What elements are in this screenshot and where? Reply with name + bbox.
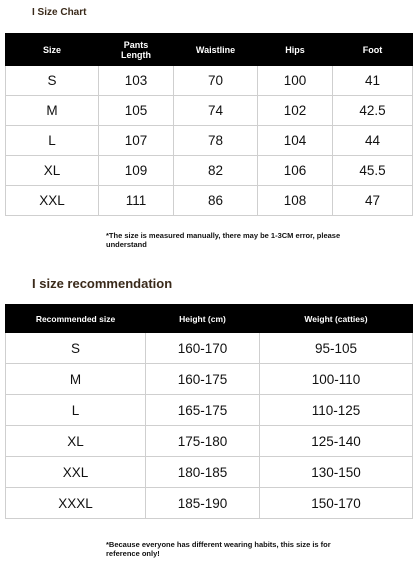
cell-weight: 95-105 xyxy=(260,333,413,364)
size-chart-header-row xyxy=(6,34,413,66)
table-row xyxy=(6,126,413,156)
cell-pants-length: 105 xyxy=(99,96,174,126)
cell-weight: 130-150 xyxy=(260,457,413,488)
header-recommended-size: Recommended size xyxy=(6,305,146,333)
cell-hips: 102 xyxy=(258,96,333,126)
cell-waistline: 78 xyxy=(174,126,258,156)
cell-weight: 150-170 xyxy=(260,488,413,519)
cell-foot: 41 xyxy=(333,66,413,96)
cell-hips: 100 xyxy=(258,66,333,96)
cell-height: 175-180 xyxy=(146,426,260,457)
cell-foot: 45.5 xyxy=(333,156,413,186)
header-hips: Hips xyxy=(258,34,333,66)
cell-recommended-size: XXL xyxy=(6,457,146,488)
cell-recommended-size: S xyxy=(6,333,146,364)
header-weight: Weight (catties) xyxy=(260,305,413,333)
cell-height: 160-170 xyxy=(146,333,260,364)
cell-recommended-size: L xyxy=(6,395,146,426)
cell-height: 185-190 xyxy=(146,488,260,519)
table-row xyxy=(6,156,413,186)
cell-weight: 100-110 xyxy=(260,364,413,395)
cell-height: 160-175 xyxy=(146,364,260,395)
header-size: Size xyxy=(6,34,99,66)
table-row xyxy=(6,66,413,96)
cell-weight: 125-140 xyxy=(260,426,413,457)
table-row xyxy=(6,186,413,216)
cell-waistline: 86 xyxy=(174,186,258,216)
cell-hips: 104 xyxy=(258,126,333,156)
cell-size: XL xyxy=(6,156,99,186)
cell-size: L xyxy=(6,126,99,156)
cell-weight: 110-125 xyxy=(260,395,413,426)
size-recommendation-table xyxy=(5,304,413,519)
table-row xyxy=(6,457,413,488)
cell-hips: 108 xyxy=(258,186,333,216)
cell-size: XXL xyxy=(6,186,99,216)
cell-size: S xyxy=(6,66,99,96)
cell-waistline: 74 xyxy=(174,96,258,126)
size-chart-title: I Size Chart xyxy=(32,7,87,18)
header-foot: Foot xyxy=(333,34,413,66)
cell-size: M xyxy=(6,96,99,126)
cell-height: 180-185 xyxy=(146,457,260,488)
cell-pants-length: 107 xyxy=(99,126,174,156)
size-chart-table xyxy=(5,33,413,216)
table-row xyxy=(6,333,413,364)
table-row xyxy=(6,488,413,519)
cell-recommended-size: XXXL xyxy=(6,488,146,519)
header-height: Height (cm) xyxy=(146,305,260,333)
cell-foot: 44 xyxy=(333,126,413,156)
cell-waistline: 70 xyxy=(174,66,258,96)
cell-pants-length: 109 xyxy=(99,156,174,186)
table-row xyxy=(6,96,413,126)
header-waistline: Waistline xyxy=(174,34,258,66)
recommendation-header-row xyxy=(6,305,413,333)
table-row xyxy=(6,395,413,426)
size-recommendation-title: I size recommendation xyxy=(32,276,173,291)
cell-pants-length: 111 xyxy=(99,186,174,216)
table-row xyxy=(6,426,413,457)
cell-hips: 106 xyxy=(258,156,333,186)
cell-waistline: 82 xyxy=(174,156,258,186)
cell-pants-length: 103 xyxy=(99,66,174,96)
cell-height: 165-175 xyxy=(146,395,260,426)
cell-foot: 47 xyxy=(333,186,413,216)
header-pants-length: Pants Length xyxy=(99,34,174,66)
reference-note: *Because everyone has different wearing habits, this size is for reference only! xyxy=(106,540,331,558)
table-row xyxy=(6,364,413,395)
measurement-note: *The size is measured manually, there may be 1-3CM error, please understand xyxy=(106,231,341,249)
cell-recommended-size: M xyxy=(6,364,146,395)
cell-recommended-size: XL xyxy=(6,426,146,457)
cell-foot: 42.5 xyxy=(333,96,413,126)
